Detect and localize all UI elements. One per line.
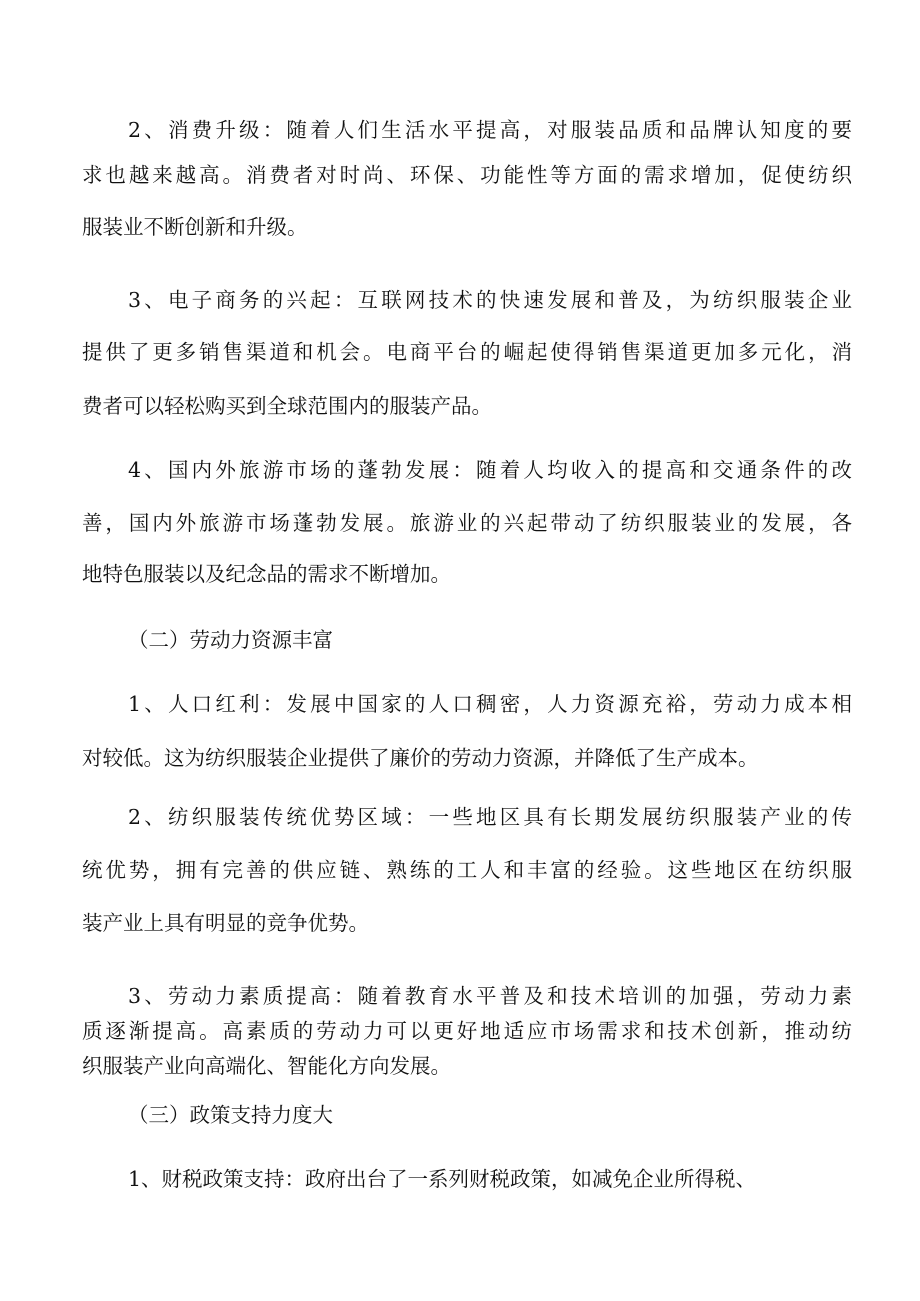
paragraph-line: 织服装产业向高端化、智能化方向发展。 [82,1054,451,1078]
paragraph-line: 3、劳动力素质提高：随着教育水平普及和技术培训的加强，劳动力素 [128,984,852,1008]
paragraph-line: 1、人口红利：发展中国家的人口稠密，人力资源充裕，劳动力成本相 [128,692,852,716]
paragraph-line: 4、国内外旅游市场的蓬勃发展：随着人均收入的提高和交通条件的改 [128,458,852,482]
paragraph-line: 质逐渐提高。高素质的劳动力可以更好地适应市场需求和技术创新，推动纺 [82,1019,852,1043]
paragraph-line: 地特色服装以及纪念品的需求不断增加。 [82,562,451,586]
paragraph-line: 服装业不断创新和升级。 [82,215,308,239]
paragraph-line: 费者可以轻松购买到全球范围内的服装产品。 [82,394,492,418]
section-heading-policy: （三）政策支持力度大 [128,1103,333,1127]
paragraph-line: 1、财税政策支持：政府出台了一系列财税政策，如减免企业所得税、 [128,1167,757,1191]
paragraph-line: 3、电子商务的兴起：互联网技术的快速发展和普及，为纺织服装企业 [128,288,852,312]
paragraph-line: 对较低。这为纺织服装企业提供了廉价的劳动力资源，并降低了生产成本。 [82,746,759,770]
paragraph-line: 装产业上具有明显的竞争优势。 [82,911,369,935]
paragraph-line: 统优势，拥有完善的供应链、熟练的工人和丰富的经验。这些地区在纺织服 [82,858,852,882]
paragraph-line: 2、纺织服装传统优势区域：一些地区具有长期发展纺织服装产业的传 [128,805,852,829]
section-heading-labor: （二）劳动力资源丰富 [128,628,333,652]
paragraph-line: 求也越来越高。消费者对时尚、环保、功能性等方面的需求增加，促使纺织 [82,163,852,187]
paragraph-line: 善，国内外旅游市场蓬勃发展。旅游业的兴起带动了纺织服装业的发展，各 [82,511,852,535]
paragraph-line: 提供了更多销售渠道和机会。电商平台的崛起使得销售渠道更加多元化，消 [82,340,852,364]
paragraph-line: 2、消费升级：随着人们生活水平提高，对服装品质和品牌认知度的要 [128,118,852,142]
